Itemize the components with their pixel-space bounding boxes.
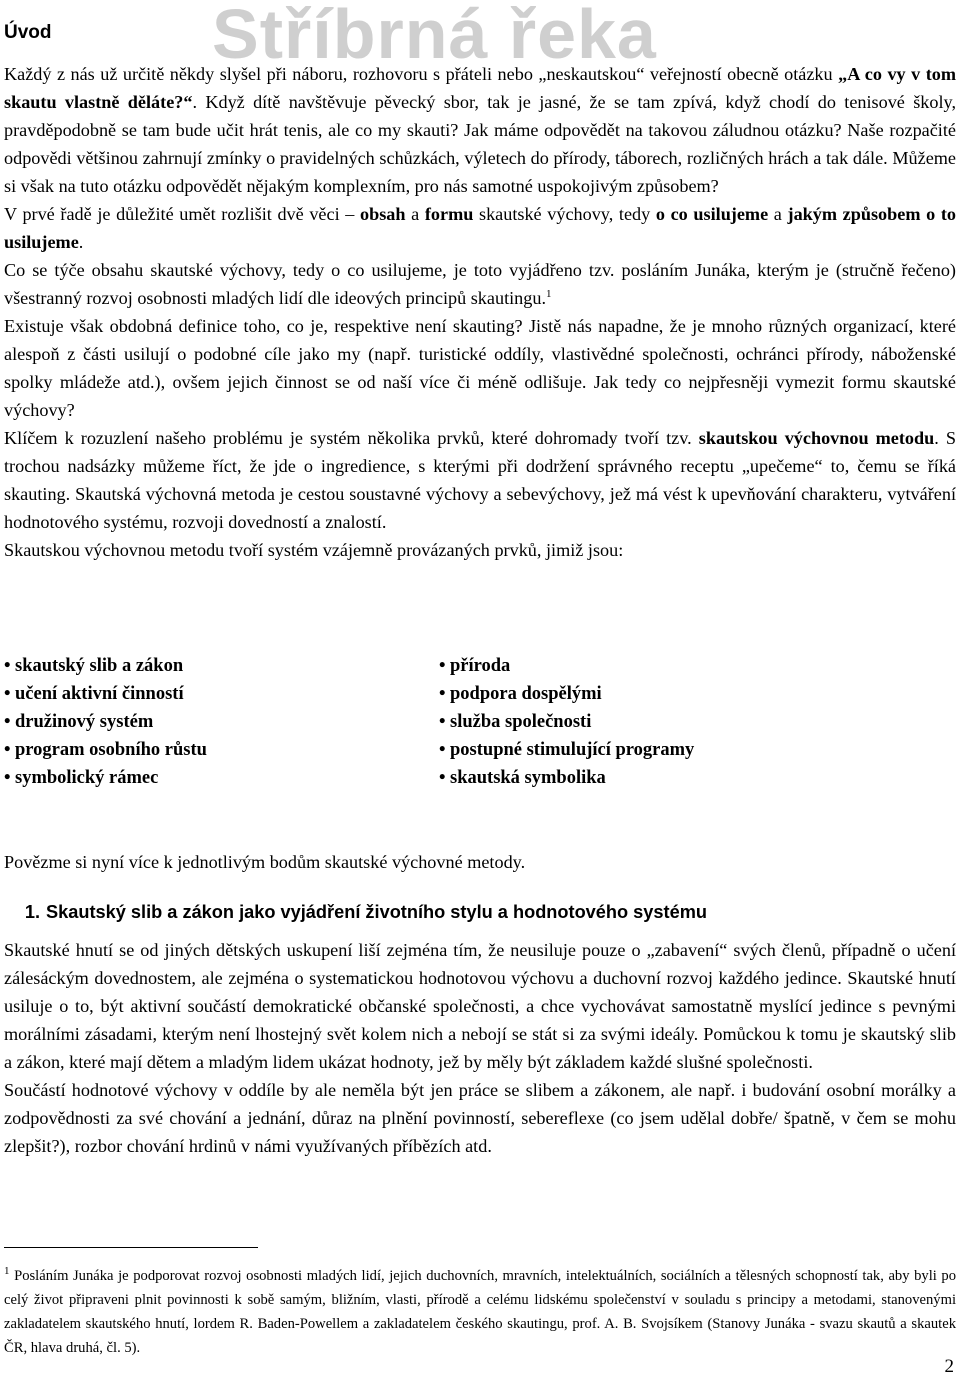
list-item-label: skautská symbolika — [450, 768, 606, 788]
text-run: a — [768, 204, 788, 224]
bullet-icon: • — [4, 768, 11, 788]
text-run: Co se týče obsahu skautské výchovy, tedy o co usilujeme, je toto vyjádřeno tzv. posláním Junáka, kterým je (stručně řečeno) všestranný rozvoj osobnosti mladých lidí dle ideových principů skautingu. — [4, 260, 956, 308]
bullet-icon: • — [439, 656, 446, 676]
bold-run: o co usilujeme — [655, 204, 769, 224]
intro-paragraph — [4, 536, 956, 564]
bold-run: „A co vy v tom skautu vlastně děláte?“ — [4, 64, 956, 112]
text-run: . S trochou nadsázky můžeme říct, že jde o ingredience, s kterými při dodržení správného receptu „upečeme“ to, čemu se říká skauting. Skautská výchovná metoda je cestou soustavné výchovy a sebevýchovy, jež má vést k upevňování charakteru, vytváření hodnotového systému, rozvoji dovedností a znalostí. — [4, 428, 956, 532]
text-run: Skautskou výchovnou metodu tvoří systém vzájemně provázaných prvků, jimiž jsou: — [4, 540, 624, 560]
bullet-icon: • — [4, 740, 11, 760]
footnote — [4, 1264, 956, 1360]
bold-run: jakým způsobem o to usilujeme — [4, 204, 957, 252]
watermark-title: Stříbrná řeka — [212, 0, 657, 73]
method-elements-left — [4, 652, 207, 792]
section-number: 1. — [24, 902, 40, 922]
bullet-icon: • — [439, 740, 446, 760]
section-paragraph: Součástí hodnotové výchovy v oddíle by ale neměla být jen práce se slibem a zákonem, ale např. i budování osobní morálky a zodpovědnosti za své chování a jednání, důraz na plnění povinností, sebereflexe (co jsem udělal dobře/ špatně, v čem se mohu zlepšit?), rozbor chování hrdinů v námi využívaných příbězích atd. — [4, 1080, 956, 1156]
list-item-label: program osobního růstu — [15, 740, 207, 760]
text-run: . — [78, 232, 84, 252]
list-item-label: skautský slib a zákon — [15, 656, 184, 676]
text-run: Klíčem k rozuzlení našeho problému je systém několika prvků, které dohromady tvoří tzv. — [4, 428, 699, 448]
page-number: 2 — [944, 1356, 954, 1377]
text-run: Každý z nás už určitě někdy slyšel při náboru, rozhovoru s přáteli nebo „neskautskou“ veřejností obecně otázku — [4, 64, 839, 84]
bold-run: formu — [424, 204, 474, 224]
section-title: Skautský slib a zákon jako vyjádření životního stylu a hodnotového systému — [46, 902, 707, 922]
list-item — [4, 736, 207, 764]
intro-paragraph — [4, 312, 956, 424]
text-run: . Když dítě navštěvuje pěvecký sbor, tak je jasné, že se tam zpívá, když chodí do tenisové školy, pravděpodobně se tam bude učit hrát tenis, ale co my skauti? Jak máme odpovědět na takovou záludnou otázku? Naše rozpačité odpovědi většinou zahrnují zmínky o pravidelných schůzkách, výletech do přírody, táborech, rozličných hrách a tak dále. Můžeme si však na tuto otázku odpovědět nějakým komplexním, pro nás samotné uspokojivým způsobem? — [4, 92, 956, 196]
section-paragraph: Skautské hnutí se od jiných dětských uskupení liší zejména tím, že neusiluje pouze o „zabavení“ svých členů, případně o učení zálesáckým dovednostem, ale zejména o systematickou hodnotovou výchovu a duchovní rozvoj každého jedince. Skautské hnutí usiluje o to, být aktivní součástí demokratické občanské společnosti, a chce vychovávat samostatně myslící jedince s pevnými morálními zásadami, kterým není lhostejný svět kolem nich a nebojí se stát si za svými ideály. Pomůckou k tomu je skautský slib a zákon, které mají dětem a mladým lidem ukázat hodnoty, jež by měly být základem každé slušné společnosti. — [4, 940, 956, 1072]
text-run: a — [405, 204, 425, 224]
list-item-label: učení aktivní činností — [15, 684, 184, 704]
section-body — [4, 936, 956, 1160]
footnote-separator — [4, 1247, 258, 1248]
intro-body — [4, 60, 956, 564]
list-item — [439, 680, 694, 708]
intro-heading: Úvod — [4, 22, 52, 43]
list-item — [4, 708, 207, 736]
transition-sentence: Povězme si nyní více k jednotlivým bodům skautské výchovné metody. — [4, 852, 526, 872]
text-run: V prvé řadě je důležité umět rozlišit dvě věci – — [4, 204, 360, 224]
list-item-label: podpora dospělými — [450, 684, 602, 704]
footnote-ref[interactable]: 1 — [546, 287, 552, 300]
list-item — [439, 652, 694, 680]
list-item — [439, 764, 694, 792]
bullet-icon: • — [4, 656, 11, 676]
method-elements-right — [439, 652, 694, 792]
intro-paragraph — [4, 200, 956, 256]
intro-paragraph — [4, 60, 956, 200]
list-item — [4, 652, 207, 680]
bullet-icon: • — [439, 712, 446, 732]
list-item — [4, 764, 207, 792]
list-item-label: družinový systém — [15, 712, 154, 732]
bold-run: skautskou výchovnou metodu — [698, 428, 935, 448]
list-item — [4, 680, 207, 708]
footnote-mark: 1 — [4, 1265, 10, 1278]
text-run: Existuje však obdobná definice toho, co je, respektive není skauting? Jistě nás napadne, že je mnoho různých organizací, které alespoň z části usilují o podobné cíle jako my (např. turistické oddíly, vlastivědné společnosti, ochránci přírody, náboženské spolky mládeže atd.), ovšem jejich činnost se od naší více či méně odlišuje. Jak tedy co nejpřesněji vymezit formu skautské výchovy? — [4, 316, 956, 420]
footnote-text: Posláním Junáka je podporovat rozvoj osobnosti mladých lidí, jejich duchovních, mravních, intelektuálních, sociálních a tělesných schopností tak, aby byli po celý život připraveni plnit povinnosti k sobě samým, bližním, vlasti, přírodě a celému lidskému společenství v souladu s principy a metodami, stanovenými zakladatelem skautského hnutí, lordem R. Baden-Powellem a zakladatelem českého skautingu, prof. A. B. Svojsíkem (Stanovy Junáka - svazu skautů a skautek ČR, hlava druhá, čl. 5). — [4, 1268, 956, 1356]
section-heading — [4, 898, 707, 926]
list-item — [439, 708, 694, 736]
list-item-label: příroda — [450, 656, 511, 676]
text-run: skautské výchovy, tedy — [473, 204, 656, 224]
intro-paragraph — [4, 256, 956, 312]
bullet-icon: • — [4, 684, 11, 704]
bullet-icon: • — [4, 712, 11, 732]
bullet-icon: • — [439, 768, 446, 788]
bold-run: obsah — [360, 204, 406, 224]
list-item-label: postupné stimulující programy — [450, 740, 695, 760]
list-item — [439, 736, 694, 764]
list-item-label: služba společnosti — [450, 712, 592, 732]
list-item-label: symbolický rámec — [15, 768, 159, 788]
intro-paragraph — [4, 424, 956, 536]
bullet-icon: • — [439, 684, 446, 704]
